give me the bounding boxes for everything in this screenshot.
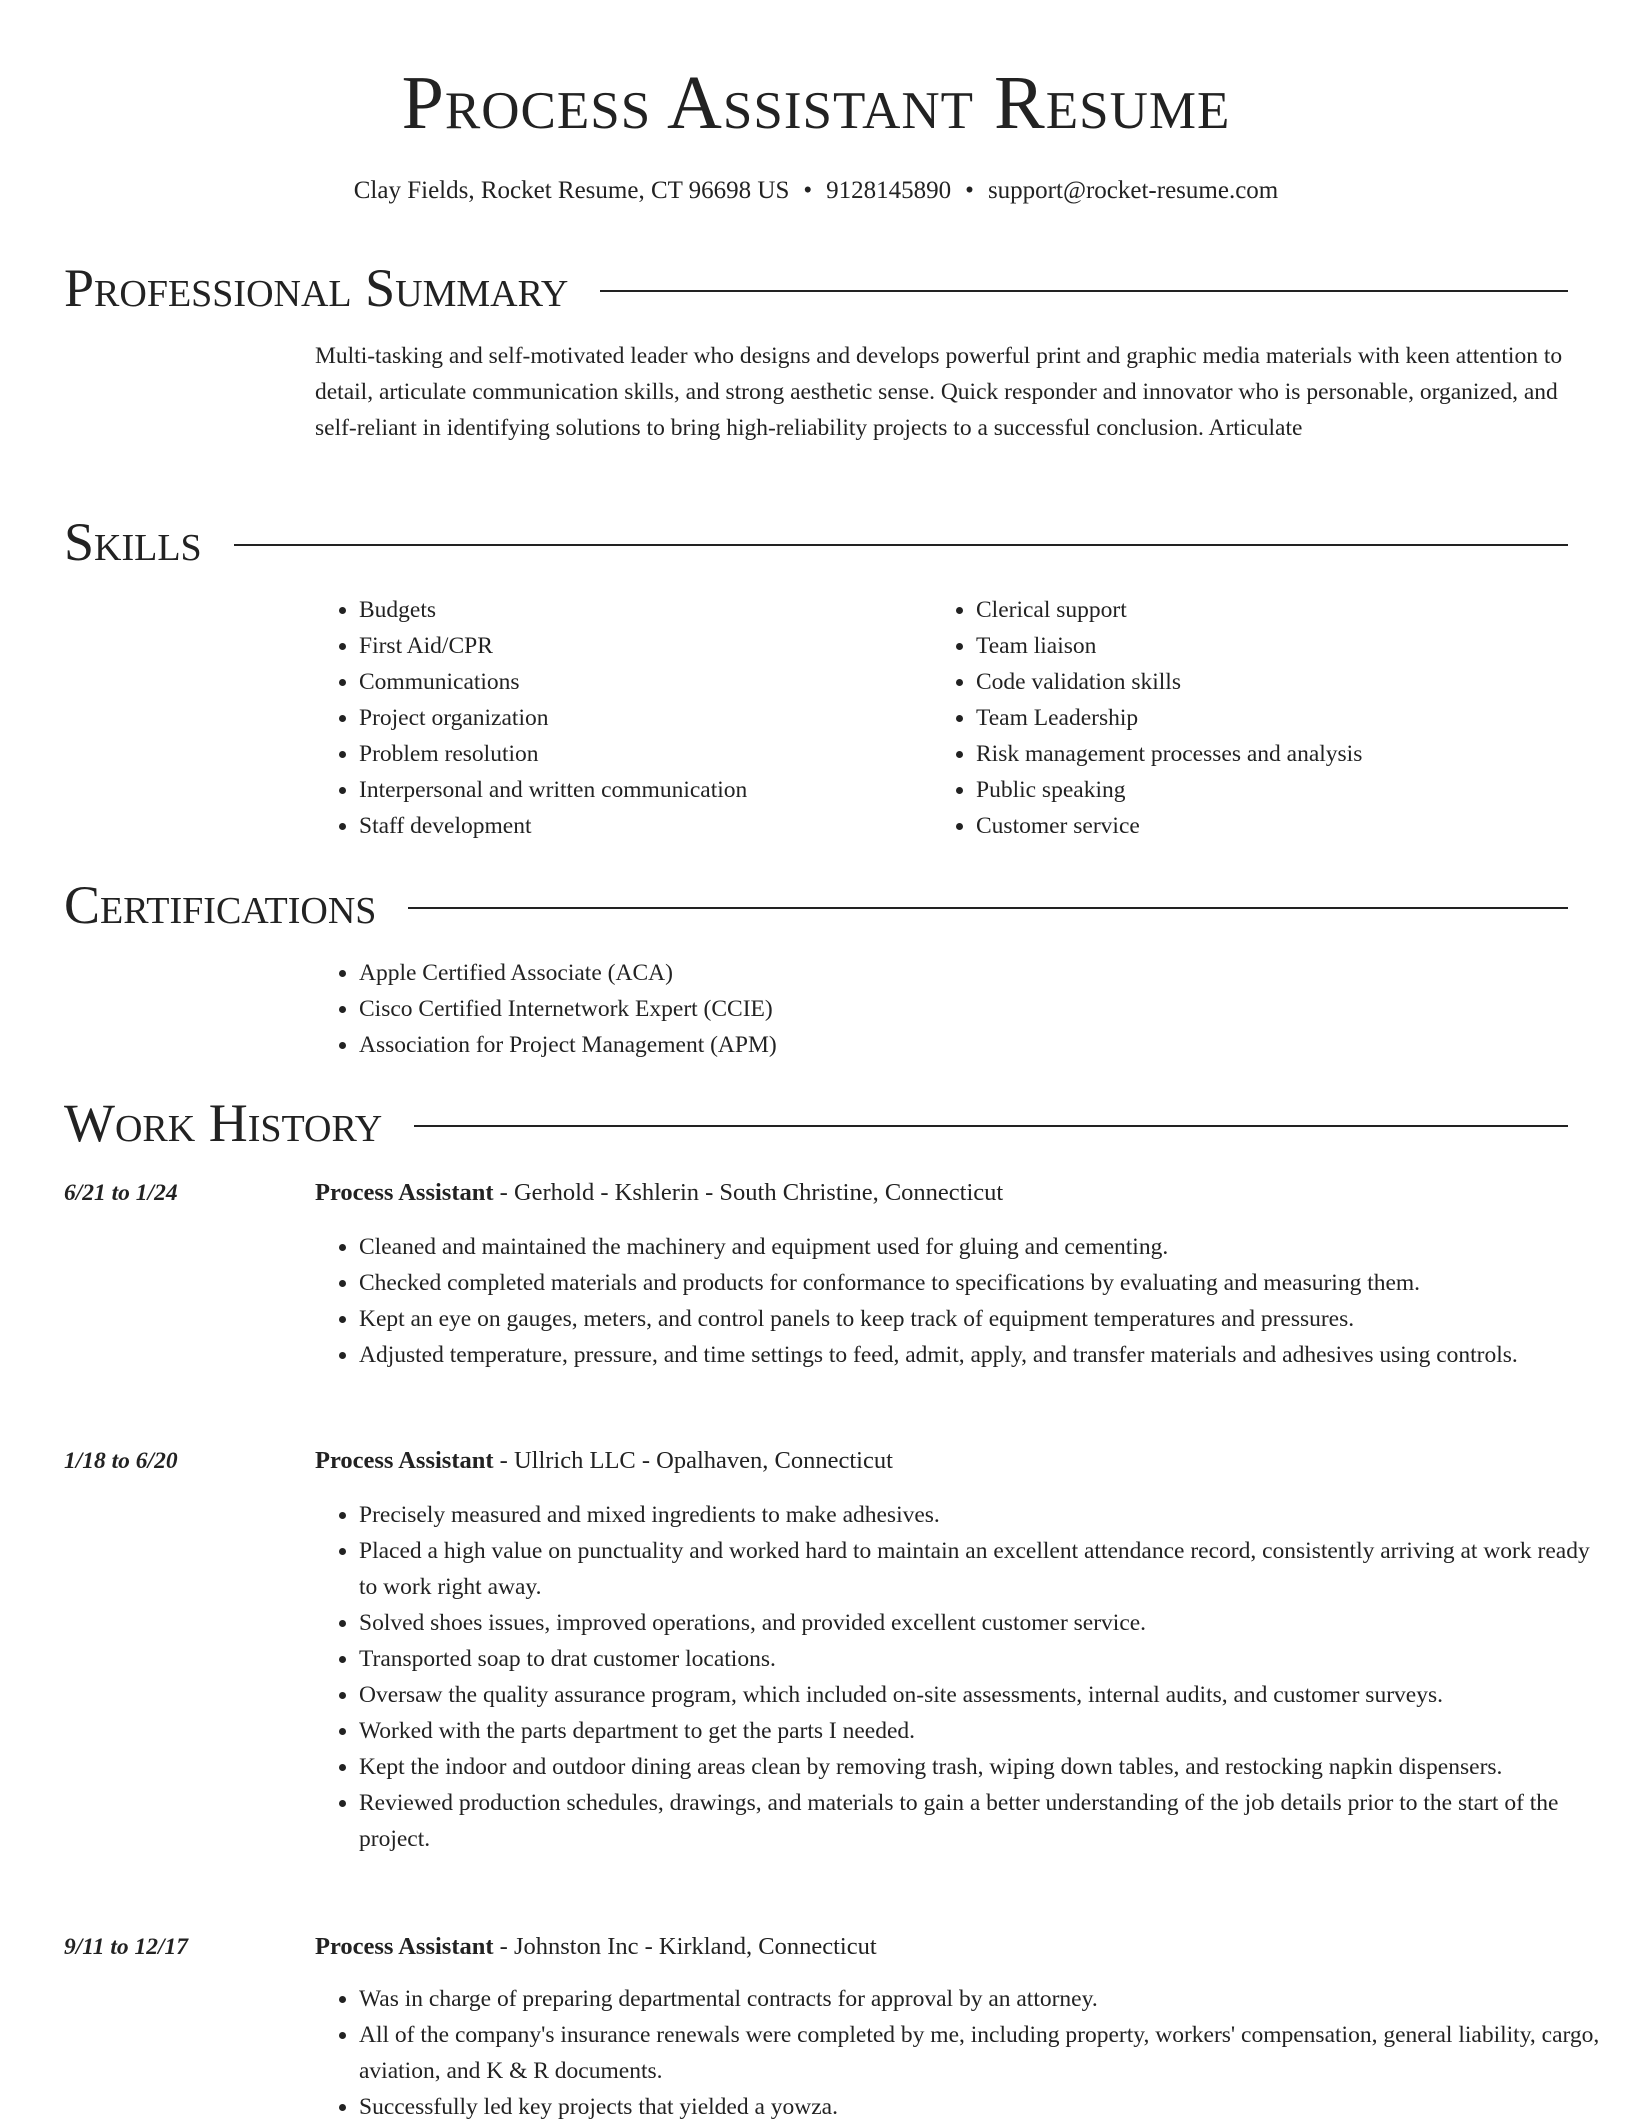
skill-item: • Budgets bbox=[359, 592, 747, 628]
job-bullet: • Reviewed production schedules, drawings, and materials to gain a better understanding of the job details prior to the start of the project. bbox=[359, 1785, 1611, 1857]
contact-separator: • bbox=[803, 177, 813, 204]
skill-item: • Project organization bbox=[359, 700, 747, 736]
section-heading-skills bbox=[64, 510, 1568, 574]
skill-item: • Customer service bbox=[976, 808, 1362, 844]
skill-item: • Problem resolution bbox=[359, 736, 747, 772]
section-title: Professional Summary bbox=[64, 258, 569, 318]
skills-list-left bbox=[315, 592, 747, 844]
skill-item: • Risk management processes and analysis bbox=[976, 736, 1362, 772]
contact-address: Clay Fields, Rocket Resume, CT 96698 US bbox=[353, 177, 790, 204]
section-divider bbox=[408, 907, 1568, 909]
skill-item: • Team liaison bbox=[976, 628, 1362, 664]
skill-item: • Communications bbox=[359, 664, 747, 700]
section-divider bbox=[600, 290, 1568, 292]
job-bullet: • Successfully led key projects that yielded a yowza. bbox=[359, 2089, 1611, 2125]
section-title: Certifications bbox=[64, 875, 377, 935]
contact-separator: • bbox=[965, 177, 974, 204]
job-bullet: • Kept the indoor and outdoor dining areas clean by removing trash, wiping down tables, and restocking napkin dispensers. bbox=[359, 1749, 1611, 1785]
certification-item: • Cisco Certified Internetwork Expert (CCIE) bbox=[359, 991, 777, 1027]
job-role: Process Assistant bbox=[315, 1179, 494, 1206]
job-bullet: • All of the company's insurance renewals were completed by me, including property, workers' compensation, general liability, cargo, aviation, and K & R documents. bbox=[359, 2017, 1611, 2089]
skill-item: • Staff development bbox=[359, 808, 747, 844]
job-role: Process Assistant bbox=[315, 1933, 494, 1960]
section-heading-work-history bbox=[64, 1091, 1568, 1155]
job-bullets bbox=[315, 1981, 1611, 2125]
job-bullet: • Precisely measured and mixed ingredients to make adhesives. bbox=[359, 1497, 1611, 1533]
section-divider bbox=[234, 544, 1568, 546]
job-bullet: • Was in charge of preparing departmental contracts for approval by an attorney. bbox=[359, 1981, 1611, 2017]
skill-item: • Code validation skills bbox=[976, 664, 1362, 700]
job-dates: 6/21 to 1/24 bbox=[64, 1180, 178, 1206]
summary-text: Multi-tasking and self-motivated leader who designs and develops powerful print and graphic media materials with keen attention to detail, articulate communication skills, and strong aesthetic sense. Quick responder and innovator who is personable, organized, and self-reliant in identifying solutions to bring high-reliability projects to a successful conclusion. Articulate bbox=[315, 343, 1563, 441]
job-bullet: • Kept an eye on gauges, meters, and control panels to keep track of equipment temperatures and pressures. bbox=[359, 1301, 1611, 1337]
job-bullet: • Cleaned and maintained the machinery and equipment used for gluing and cementing. bbox=[359, 1229, 1611, 1265]
skills-list-right bbox=[932, 592, 1362, 844]
job-company: - Gerhold - Kshlerin - South Christine, Connecticut bbox=[493, 1179, 1004, 1206]
job-bullet: • Adjusted temperature, pressure, and time settings to feed, admit, apply, and transfer materials and adhesives using controls. bbox=[359, 1337, 1611, 1373]
contact-line bbox=[0, 174, 1632, 208]
job-company: - Ullrich LLC - Opalhaven, Connecticut bbox=[493, 1447, 893, 1474]
resume-title: Process Assistant Resume bbox=[401, 61, 1231, 145]
job-bullet: • Worked with the parts department to get the parts I needed. bbox=[359, 1713, 1611, 1749]
job-bullet: • Checked completed materials and products for conformance to specifications by evaluating and measuring them. bbox=[359, 1265, 1611, 1301]
job-role: Process Assistant bbox=[315, 1447, 494, 1474]
job-bullet: • Transported soap to drat customer locations. bbox=[359, 1641, 1611, 1677]
job-bullets bbox=[315, 1497, 1611, 1857]
skill-item: • Team Leadership bbox=[976, 700, 1362, 736]
job-heading bbox=[315, 1175, 1003, 1211]
job-bullet: • Solved shoes issues, improved operations, and provided excellent customer service. bbox=[359, 1605, 1611, 1641]
job-bullet: • Placed a high value on punctuality and worked hard to maintain an excellent attendance record, consistently arriving at work ready to work right away. bbox=[359, 1533, 1611, 1605]
contact-email: support@rocket-resume.com bbox=[987, 177, 1279, 204]
job-heading bbox=[315, 1443, 893, 1479]
skill-item: • First Aid/CPR bbox=[359, 628, 747, 664]
job-bullets bbox=[315, 1229, 1611, 1373]
contact-phone: 9128145890 bbox=[826, 177, 952, 204]
job-dates: 1/18 to 6/20 bbox=[64, 1448, 178, 1474]
skill-item: • Public speaking bbox=[976, 772, 1362, 808]
certification-item: • Association for Project Management (APM) bbox=[359, 1027, 777, 1063]
section-divider bbox=[414, 1125, 1568, 1127]
skill-item: • Interpersonal and written communication bbox=[359, 772, 747, 808]
section-heading-summary bbox=[64, 256, 1568, 320]
certification-item: • Apple Certified Associate (ACA) bbox=[359, 955, 777, 991]
job-company: - Johnston Inc - Kirkland, Connecticut bbox=[493, 1933, 877, 1960]
certifications-list bbox=[315, 955, 777, 1063]
job-heading bbox=[315, 1929, 877, 1965]
section-title: Work History bbox=[64, 1093, 383, 1153]
skill-item: • Clerical support bbox=[976, 592, 1362, 628]
job-bullet: • Oversaw the quality assurance program, which included on-site assessments, internal audits, and customer surveys. bbox=[359, 1677, 1611, 1713]
job-dates: 9/11 to 12/17 bbox=[64, 1934, 189, 1960]
section-title: Skills bbox=[64, 512, 202, 572]
section-heading-certifications bbox=[64, 873, 1568, 937]
